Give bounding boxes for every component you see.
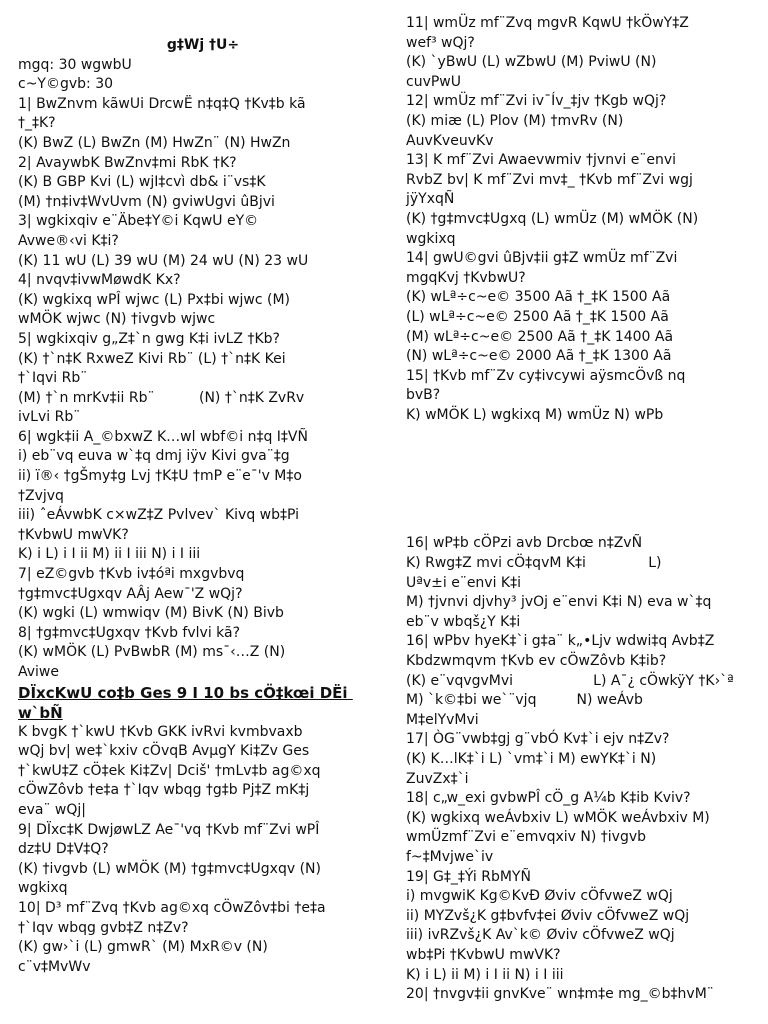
text-line: wgkixq [18, 880, 68, 897]
left-lines [18, 56, 388, 683]
text-line: iii) ˆeÁvwbK c×wZ‡Z Pvlvev` Kivq wb‡Pi [18, 507, 300, 524]
text-line: (K) gw›`i (L) gmwR` (M) MxR©v (N) [18, 939, 268, 956]
text-line: K) i L) i I ii M) ii I iii N) i I iii [18, 546, 201, 563]
text-line: K) Rwg‡Z mvi cÖ‡qvM K‡i L) [406, 555, 662, 572]
text-line: wMÖK wjwc (N) †ivgvb wjwc [18, 311, 216, 328]
text-line: (K) wLª÷c~e© 3500 Aã †_‡K 1500 Aã [406, 289, 671, 306]
text-line: (M) wLª÷c~e© 2500 Aã †_‡K 1400 Aã [406, 328, 674, 345]
text-line: 5| wgkixqiv g„Z‡`n gwg K‡i ivLZ †Kb? [18, 330, 280, 347]
passage-heading: DÏxcKwU co‡b Ges 9 I 10 bs cÖ‡kœi DËi w`bÑ [18, 683, 353, 722]
text-line: mgq: 30 wgwbU [18, 56, 132, 73]
text-line: (N) wLª÷c~e© 2000 Aã †_‡K 1300 Aã [406, 348, 672, 365]
text-line: wb‡Pi †KvbwU mwVK? [406, 946, 561, 963]
right-column [406, 14, 768, 1005]
text-line: mgqKvj †KvbwU? [406, 269, 526, 286]
text-line: Uªv±i e¨envi K‡i [406, 574, 521, 591]
text-line: 10| D³ mf¨Zvq †Kvb ag©xq cÖwZôv‡bi †e‡a [18, 899, 326, 916]
text-line: †`Iqv wbqg gvb‡Z n‡Zv? [18, 919, 189, 936]
text-line: dz‡U D‡V‡Q? [18, 841, 109, 858]
text-line: (K) wgki (L) wmwiqv (M) BivK (N) Bivb [18, 605, 284, 622]
text-line: jÿYxqÑ [406, 191, 455, 208]
text-line: †_‡K? [18, 115, 56, 132]
text-line: 19| G‡_‡Ýi RbMYÑ [406, 868, 531, 885]
text-line: (K) wMÖK (L) PvBwbR (M) ms¯‹…Z (N) [18, 644, 286, 661]
text-line: AuvKveuvKv [406, 132, 494, 149]
text-line: K) wMÖK L) wgkixq M) wmÜz N) wPb [406, 406, 664, 423]
text-line: ii) ï®‹ †gŠmy‡g Lvj †K‡U †mP e¨e¯'v M‡o [18, 468, 302, 485]
text-line: (K) BwZ (L) BwZn (M) HwZn¨ (N) HwZn [18, 134, 291, 151]
column-gap [406, 425, 768, 534]
text-line: 14| gwU©gvi ûBjv‡ii g‡Z wmÜz mf¨Zvi [406, 250, 678, 267]
text-line: c~Y©gvb: 30 [18, 76, 114, 93]
text-line: 9| DÏxc‡K DwjøwLZ Ae¯'vq †Kvb mf¨Zvi wPÎ [18, 821, 320, 838]
right-lines-2 [406, 534, 768, 1004]
text-line: (K) wgkixq weÁvbxiv L) wMÖK weÁvbxiv M) [406, 809, 710, 826]
text-line: M‡elYvMvi [406, 711, 479, 728]
text-line: (K) 11 wU (L) 39 wU (M) 24 wU (N) 23 wU [18, 252, 309, 269]
text-line: 18| c„w_exi gvbwPÎ cÖ_g A¼b K‡ib Kviv? [406, 790, 691, 807]
text-line: †Zvjvq [18, 487, 64, 504]
text-line: eb¨v wbqš¿Y K‡i [406, 613, 521, 630]
text-line: 7| eZ©gvb †Kvb iv‡óªi mxgvbvq [18, 566, 245, 583]
text-line: 1| BwZnvm kãwUi DrcwË n‡q‡Q †Kv‡b kã [18, 95, 306, 112]
text-line: Avwe®‹vi K‡i? [18, 232, 119, 249]
text-line: 16| wPbv hyeK‡`i g‡a¨ k„•Ljv wdwi‡q Avb‡Z [406, 633, 715, 650]
text-line: M) †jvnvi djvhy³ jvOj e¨envi K‡i N) eva w`‡q [406, 594, 712, 611]
text-line: 8| †g‡mvc‡Ugxqv †Kvb fvlvi kã? [18, 624, 241, 641]
text-line: ivLvi Rb¨ [18, 409, 81, 426]
text-line: (K) B GBP Kvi (L) wjI‡cvì db& i¨vs‡K [18, 174, 266, 191]
text-line: ZuvZx‡`i [406, 770, 469, 787]
text-line: (L) wLª÷c~e© 2500 Aã †_‡K 1500 Aã [406, 308, 669, 325]
text-line: M) `k©‡bi we`¨vjq N) weÁvb [406, 692, 643, 709]
text-line: 3| wgkixqiv e¨Äbe‡Y©i KqwU eY© [18, 213, 259, 230]
text-line: f~‡Mvjwe`iv [406, 848, 494, 865]
text-line: 15| †Kvb mf¨Zv cy‡ivcywi aÿsmcÖvß nq [406, 367, 686, 384]
text-line: i) mvgwiK Kg©KvÐ Øviv cÖfvweZ wQj [406, 888, 673, 905]
text-line: 6| wgk‡ii A_©bxwZ K…wl wbf©i n‡q I‡VÑ [18, 428, 308, 445]
text-line: ii) MYZvš¿K g‡bvfv‡ei Øviv cÖfvweZ wQj [406, 907, 690, 924]
text-line: †KvbwU mwVK? [18, 526, 129, 543]
text-line: 2| AvaywbK BwZnv‡mi RbK †K? [18, 154, 237, 171]
text-line: (K) †`n‡K RxweZ Kivi Rb¨ (L) †`n‡K Kei [18, 350, 286, 367]
text-line: (K) `yBwU (L) wZbwU (M) PviwU (N) [406, 54, 657, 71]
text-line: cuvPwU [406, 73, 461, 90]
text-line: wgkixq [406, 230, 456, 247]
text-line: (K) †g‡mvc‡Ugxq (L) wmÜz (M) wMÖK (N) [406, 210, 699, 227]
right-lines [406, 14, 768, 425]
left-lines-2 [18, 723, 388, 978]
text-line: RvbZ bv| K mf¨Zvi mv‡_ †Kvb mf¨Zvi wgj [406, 171, 693, 188]
text-line: 17| ÒG¨vwb‡gj g¨vbÓ Kv‡`i ejv n‡Zv? [406, 731, 670, 748]
text-line: bvB? [406, 387, 441, 404]
text-line: (K) wgkixq wPÎ wjwc (L) Px‡bi wjwc (M) [18, 291, 290, 308]
text-line: wef³ wQj? [406, 34, 475, 51]
text-line: i) eb¨vq euva w`‡q dmj iÿv Kivi gva¨‡g [18, 448, 290, 465]
text-line: iii) ivRZvš¿K Av`k© Øviv cÖfvweZ wQj [406, 927, 675, 944]
text-line: (M) †`n mrKv‡ii Rb¨ (N) †`n‡K ZvRv [18, 389, 305, 406]
text-line: 13| K mf¨Zvi Awaevwmiv †jvnvi e¨envi [406, 152, 676, 169]
text-line: 4| nvqv‡ivwMøwdK Kx? [18, 272, 181, 289]
left-column [18, 14, 388, 977]
text-line: eva¨ wQj| [18, 801, 87, 818]
text-line: K bvgK †`kwU †Kvb GKK ivRvi kvmbvaxb [18, 723, 303, 740]
text-line: (K) K…lK‡`i L) `vm‡`i M) ewYK‡`i N) [406, 751, 657, 767]
text-line: Kbdzwmqvm †Kvb ev cÖwZôvb K‡ib? [406, 653, 667, 670]
text-line: wQj bv| we‡`kxiv cÖvqB AvµgY Ki‡Zv Ges [18, 743, 310, 760]
text-line: 16| wP‡b cÖPzi avb Drcbœ n‡ZvÑ [406, 535, 643, 552]
text-line: (K) †ivgvb (L) wMÖK (M) †g‡mvc‡Ugxqv (N) [18, 860, 321, 877]
text-line: cÖwZôvb †e‡a †`Iqv wbqg †g‡b Pj‡Z mK‡j [18, 782, 310, 799]
text-line: K) i L) ii M) i I ii N) i I iii [406, 966, 564, 983]
text-line: (K) e¨vqvgvMvi L) A¯¿ cÖwkÿY †K›`ª [406, 672, 734, 689]
text-line: (M) †n‡iv‡WvUvm (N) gviwUgvi ûBjvi [18, 193, 275, 210]
text-line: Aviwe [18, 664, 59, 680]
text-line: 12| wmÜz mf¨Zvi iv¯Ív_‡jv †Kgb wQj? [406, 93, 667, 110]
text-line: †`kwU‡Z cÖ‡ek Ki‡Zv| Dciš' †mLv‡b ag©xq [18, 762, 321, 779]
text-line: †`Iqvi Rb¨ [18, 370, 88, 387]
text-line: 20| †nvgv‡ii gnvKve¨ wn‡m‡e mg_©b‡hvM¨ [406, 986, 714, 1003]
text-line: 11| wmÜz mf¨Zvq mgvR KqwU †kÖwY‡Z [406, 15, 689, 31]
page-title: g‡Wj †U÷ [166, 37, 240, 53]
text-line: wmÜzmf¨Zvi e¨emvqxiv N) †ivgvb [406, 829, 647, 846]
text-line: c¨v‡MvWv [18, 958, 91, 975]
text-line: †g‡mvc‡Ugxqv AÂj Aew¯'Z wQj? [18, 585, 243, 602]
text-line: (K) miæ (L) Plov (M) †mvRv (N) [406, 112, 624, 129]
